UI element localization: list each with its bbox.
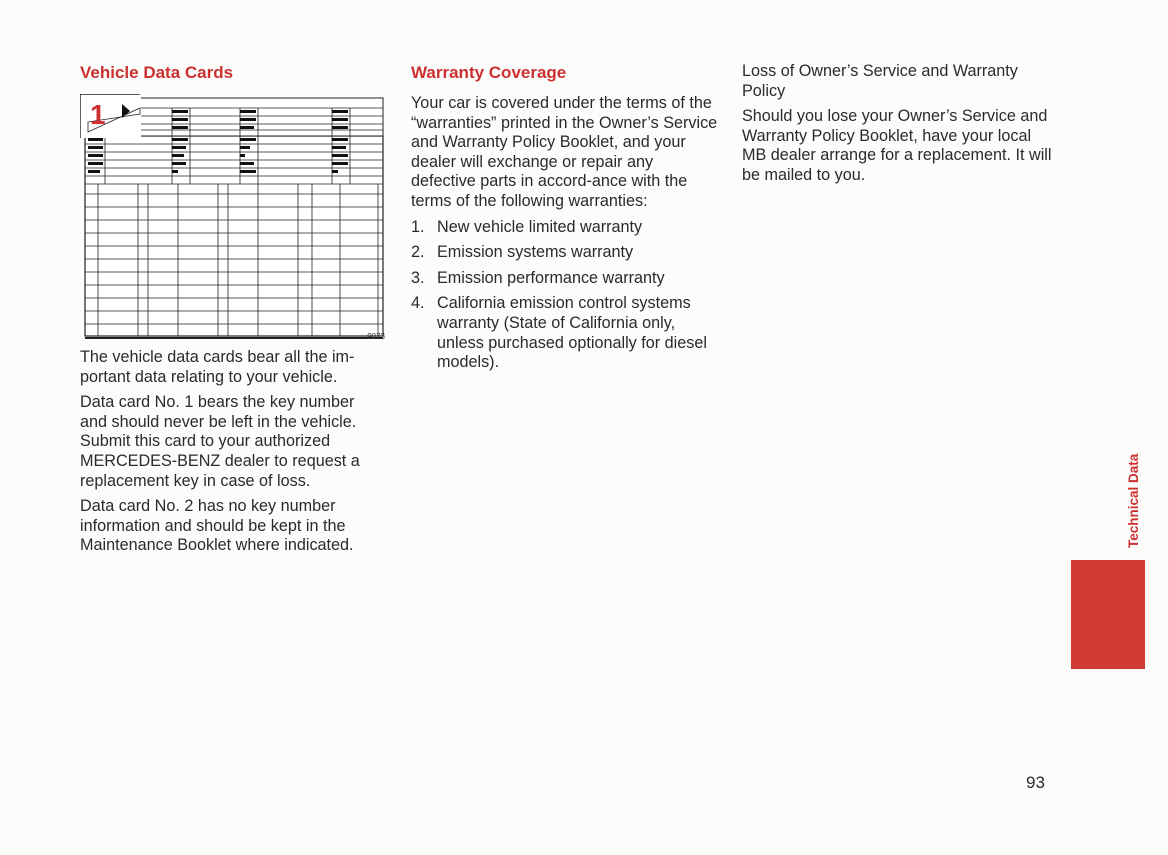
left-paragraph-3: Data card No. 2 has no key number information and should be kept in the Maintenance Booklet where indicated. (80, 497, 354, 555)
warranty-coverage-heading: Warranty Coverage (411, 63, 567, 82)
vehicle-data-cards-heading: Vehicle Data Cards (80, 63, 234, 82)
list-item: 4. California emission control systems warranty (State of California only, unless purchased optionally for diesel models). (411, 294, 707, 372)
data-card-illustration (80, 94, 385, 342)
list-item: 3. Emission performance warranty (411, 268, 665, 287)
middle-column (411, 62, 721, 379)
card-number-label: 1 (90, 99, 106, 130)
warranty-intro: Your car is covered under the terms of the “warranties” printed in the Owner’s Service and Warranty Policy Booklet, and your dealer will exchange or repair any defective parts in accord-ance with the terms of the following warranties: (411, 94, 718, 210)
warranty-list (411, 218, 721, 373)
list-item: 2. Emission systems warranty (411, 243, 634, 262)
loss-of-policy-paragraph: Should you lose your Owner’s Service and Warranty Policy Booklet, have your local MB dealer arrange for a replacement. It will be mailed to you. (742, 107, 1052, 184)
left-paragraph-2: Data card No. 1 bears the key number and should never be left in the vehicle. Submit this card to your authorized MERCEDES-BENZ dealer to request a replacement key in case of loss. (80, 393, 360, 490)
loss-of-policy-heading: Loss of Owner’s Service and Warranty Policy (742, 62, 1018, 100)
left-column (80, 62, 385, 562)
figure-code: 9073 (367, 332, 385, 341)
right-column (742, 62, 1052, 192)
list-item: 1. New vehicle limited warranty (411, 217, 643, 236)
left-paragraph-1: The vehicle data cards bear all the im-portant data relating to your vehicle. (80, 348, 355, 386)
data-card-drawing (80, 94, 385, 342)
section-label: Technical Data (1126, 453, 1141, 548)
page-number: 93 (1026, 773, 1045, 792)
section-tab (1071, 560, 1145, 669)
